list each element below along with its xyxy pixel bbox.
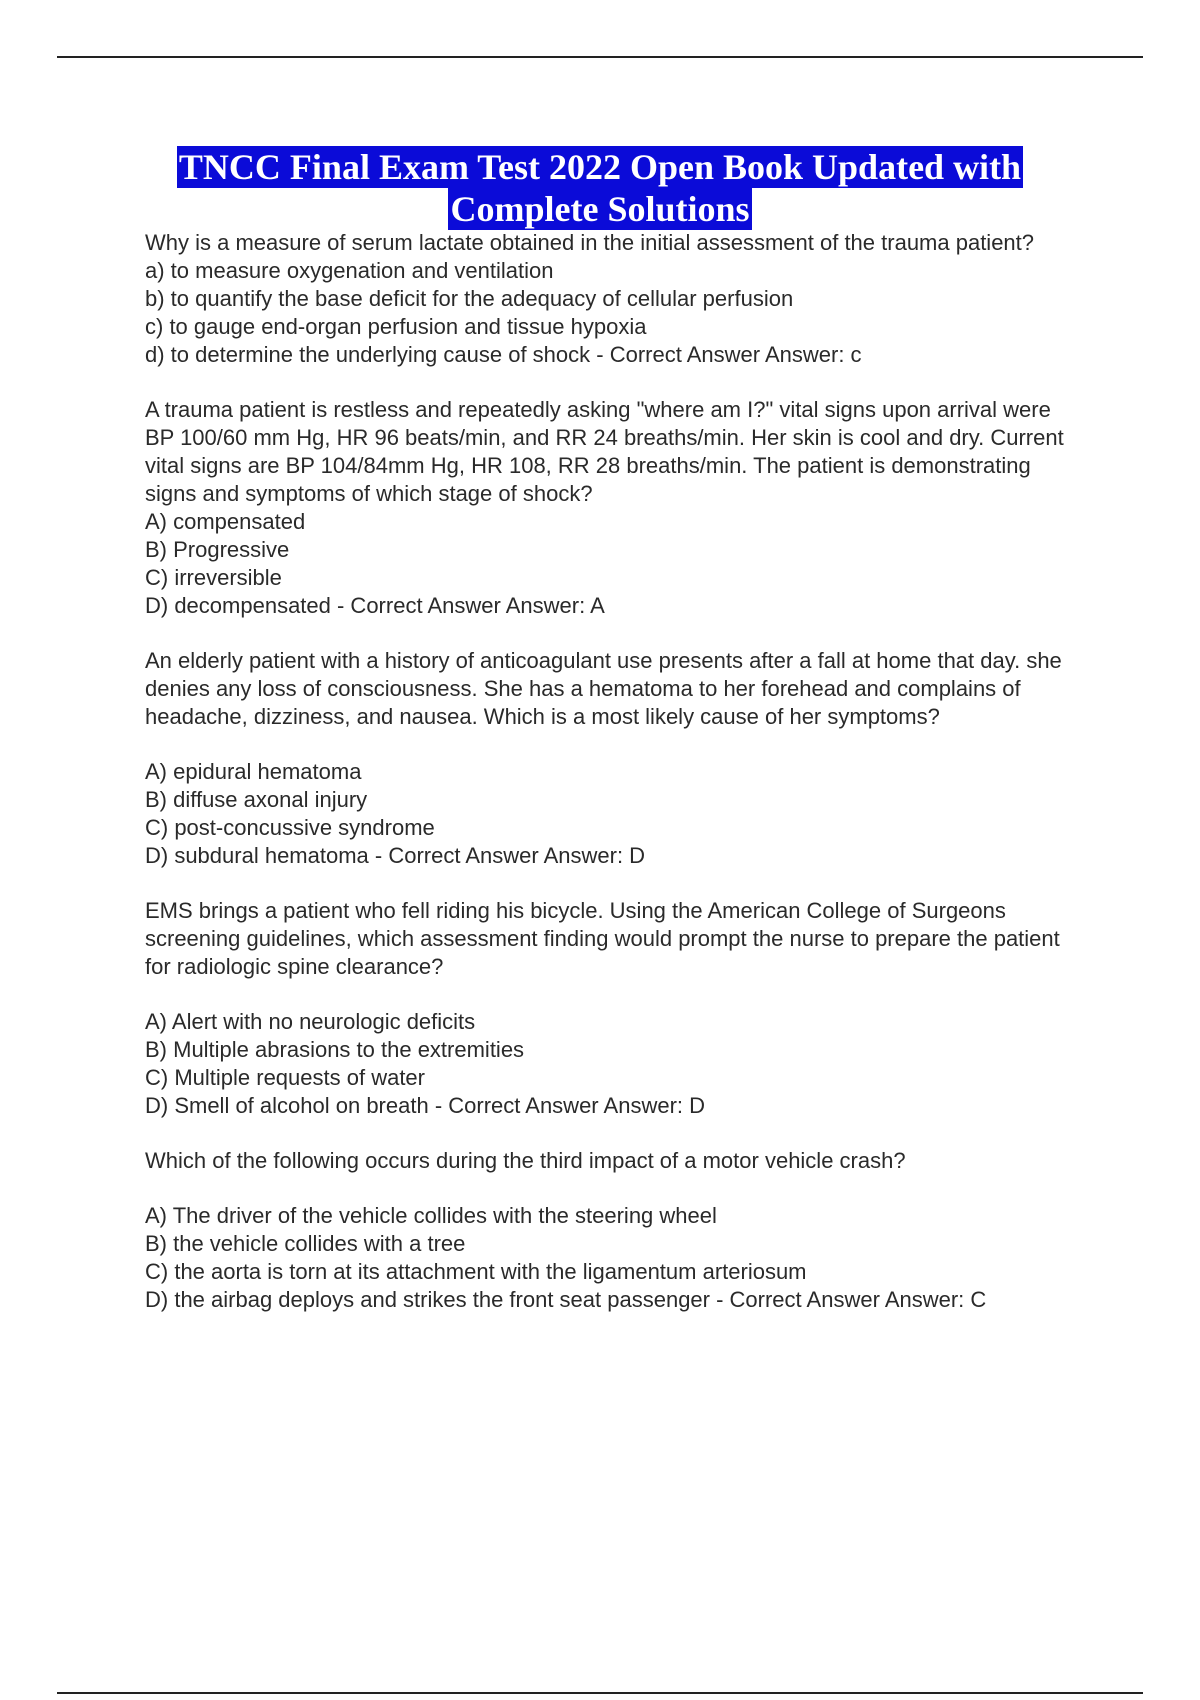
- answer-option: C) Multiple requests of water: [145, 1065, 425, 1090]
- question-block-1: [145, 229, 1085, 369]
- answer-option: A) epidural hematoma: [145, 759, 362, 784]
- title-line-2: Complete Solutions: [450, 189, 750, 229]
- question-text: An elderly patient with a history of anticoagulant use presents after a fall at home that day. she denies any loss of consciousness. She has a hematoma to her forehead and complains of headache, dizziness, and nausea. Which is a most likely cause of her symptoms?: [145, 648, 1062, 729]
- footer-rule: [57, 1692, 1143, 1694]
- question-block-3: [145, 647, 1085, 870]
- title-line-1: TNCC Final Exam Test 2022 Open Book Updated with: [178, 147, 1022, 187]
- answer-option: D) decompensated - Correct Answer Answer: A: [145, 593, 605, 618]
- answer-option: B) diffuse axonal injury: [145, 787, 368, 812]
- document-title: [0, 146, 1200, 230]
- question-text: EMS brings a patient who fell riding his bicycle. Using the American College of Surgeons screening guidelines, which assessment finding would prompt the nurse to prepare the patient for radiologic spine clearance?: [145, 898, 1060, 979]
- question-block-5: [145, 1147, 1085, 1314]
- question-list: [145, 229, 1085, 1341]
- question-text: Why is a measure of serum lactate obtained in the initial assessment of the trauma patient?: [145, 230, 1035, 255]
- answer-option: a) to measure oxygenation and ventilation: [145, 258, 554, 283]
- answer-option: C) irreversible: [145, 565, 282, 590]
- answer-option: b) to quantify the base deficit for the adequacy of cellular perfusion: [145, 286, 794, 311]
- answer-option: D) the airbag deploys and strikes the front seat passenger - Correct Answer Answer: C: [145, 1287, 987, 1312]
- answer-option: A) compensated: [145, 509, 306, 534]
- answer-option: d) to determine the underlying cause of shock - Correct Answer Answer: c: [145, 342, 862, 367]
- answer-option: c) to gauge end-organ perfusion and tissue hypoxia: [145, 314, 647, 339]
- answer-option: B) Progressive: [145, 537, 290, 562]
- answer-option: B) Multiple abrasions to the extremities: [145, 1037, 525, 1062]
- answer-option: A) Alert with no neurologic deficits: [145, 1009, 476, 1034]
- answer-option: C) post-concussive syndrome: [145, 815, 435, 840]
- question-text: A trauma patient is restless and repeatedly asking "where am I?" vital signs upon arrival were BP 100/60 mm Hg, HR 96 beats/min, and RR 24 breaths/min. Her skin is cool and dry. Current vital signs are BP 104/84mm Hg, HR 108, RR 28 breaths/min. The patient is demonstrating signs and symptoms of which stage of shock?: [145, 397, 1064, 506]
- answer-option: A) The driver of the vehicle collides with the steering wheel: [145, 1203, 717, 1228]
- answer-option: D) Smell of alcohol on breath - Correct Answer Answer: D: [145, 1093, 706, 1118]
- question-text: Which of the following occurs during the third impact of a motor vehicle crash?: [145, 1148, 906, 1173]
- question-block-2: [145, 396, 1085, 620]
- answer-option: D) subdural hematoma - Correct Answer Answer: D: [145, 843, 646, 868]
- answer-option: C) the aorta is torn at its attachment with the ligamentum arteriosum: [145, 1259, 807, 1284]
- header-rule: [57, 56, 1143, 58]
- answer-option: B) the vehicle collides with a tree: [145, 1231, 466, 1256]
- question-block-4: [145, 897, 1085, 1120]
